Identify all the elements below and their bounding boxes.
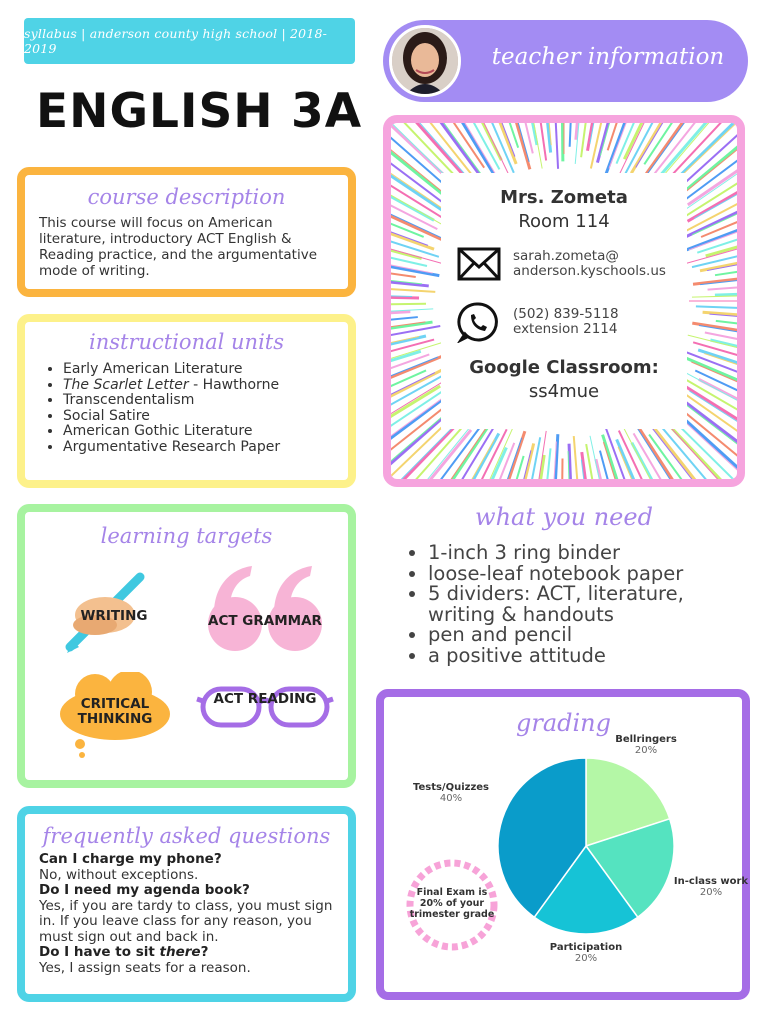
units-list xyxy=(25,362,348,455)
teacher-name: Mrs. Zometa xyxy=(500,187,628,208)
burst-ray xyxy=(562,123,563,161)
target-act-grammar xyxy=(200,562,330,652)
burst-ray xyxy=(693,269,737,284)
target-label: CRITICAL THINKING xyxy=(77,696,153,727)
avatar xyxy=(389,25,461,97)
burst-ray xyxy=(696,306,737,311)
pie-value-label: 20% xyxy=(699,887,723,898)
burst-ray xyxy=(391,294,412,297)
contact-details xyxy=(441,173,687,429)
list-item: • 5 dividers: ACT, literature, writing & handouts xyxy=(428,584,738,625)
list-item: • pen and pencil xyxy=(428,625,738,646)
burst-ray xyxy=(689,391,737,448)
burst-ray xyxy=(570,123,574,147)
faq-question: Can I charge my phone? xyxy=(39,851,222,867)
teacher-phone xyxy=(513,307,619,337)
unit-italic-title: The Scarlet Letter xyxy=(63,376,189,393)
course-description-text: This course will focus on American literature, introductory ACT English & Reading practice, and the argumentative mode of writing. xyxy=(39,215,318,279)
teacher-photo-icon xyxy=(392,28,458,94)
teacher-room: Room 114 xyxy=(518,211,610,232)
grading-heading: grading xyxy=(516,709,612,737)
target-writing xyxy=(55,567,185,657)
instructional-units-heading: instructional units xyxy=(89,330,284,354)
pie-slice-label xyxy=(671,876,751,898)
burst-ray xyxy=(569,444,574,479)
faq-answer: No, without exceptions. xyxy=(39,866,199,883)
phone-line: extension 2114 xyxy=(513,321,618,337)
pie-category-label: In-class work xyxy=(673,876,749,887)
burst-ray xyxy=(561,458,562,479)
burst-ray xyxy=(391,169,434,221)
pie-value-label: 40% xyxy=(439,793,463,804)
burst-ray xyxy=(692,186,737,234)
envelope-icon xyxy=(457,247,501,281)
burst-ray xyxy=(445,433,499,479)
unit-author: - Hawthorne xyxy=(188,376,280,393)
burst-ray xyxy=(443,439,495,479)
faq-question: Do I need my agenda book? xyxy=(39,882,250,898)
google-classroom-code: ss4mue xyxy=(528,381,600,402)
list-item: • Transcendentalism xyxy=(63,393,348,409)
learning-targets-heading: learning targets xyxy=(100,524,273,548)
glasses-icon xyxy=(195,677,335,737)
list-item: • Social Satire xyxy=(63,409,348,425)
burst-ray xyxy=(703,312,737,321)
list-item: • loose-leaf notebook paper xyxy=(428,564,738,585)
pie-slice-label xyxy=(606,734,686,756)
faq-question-emphasis: there xyxy=(159,944,201,960)
list-item: • Argumentative Research Paper xyxy=(63,440,348,456)
page-title: ENGLISH 3A xyxy=(36,84,363,139)
email-line: sarah.zometa@ xyxy=(513,248,619,264)
pie-slice-label xyxy=(546,942,626,964)
list-item: • 1-inch 3 ring binder xyxy=(428,543,738,564)
learning-targets-card xyxy=(17,504,356,788)
target-label: ACT READING xyxy=(213,691,317,707)
phone-line: (502) 839-5118 xyxy=(513,306,619,322)
course-description-card xyxy=(17,167,356,297)
pie-category-label: Bellringers xyxy=(615,734,677,745)
course-description-heading: course description xyxy=(87,185,286,209)
teacher-information-heading: teacher information xyxy=(491,44,725,70)
instructional-units-card xyxy=(17,314,356,488)
burst-ray xyxy=(391,373,435,423)
pie-category-label: Participation xyxy=(549,942,623,953)
faq-heading: frequently asked questions xyxy=(42,824,331,848)
burst-ray xyxy=(606,123,650,175)
list-item: • a positive attitude xyxy=(428,646,738,667)
pie-category-label: Tests/Quizzes xyxy=(412,782,490,793)
grading-card xyxy=(376,689,750,1000)
pie-value-label: 20% xyxy=(574,953,598,964)
google-classroom-label: Google Classroom: xyxy=(469,357,659,378)
quote-marks-icon xyxy=(200,562,330,657)
burst-ray xyxy=(552,123,558,169)
what-you-need-heading: what you need xyxy=(475,503,653,531)
pie-slice-label xyxy=(411,782,491,804)
target-act-reading xyxy=(195,677,325,767)
faq-question-suffix: ? xyxy=(200,944,209,960)
faq-question-prefix: Do I have to sit xyxy=(39,944,160,960)
list-item xyxy=(63,378,348,394)
final-exam-note: Final Exam is 20% of your trimester grade xyxy=(409,887,495,920)
email-line: anderson.kyschools.us xyxy=(513,263,666,279)
list-item: • American Gothic Literature xyxy=(63,424,348,440)
whatsapp-phone-icon xyxy=(457,301,499,343)
burst-ray xyxy=(689,207,737,250)
burst-ray xyxy=(391,357,438,402)
faq-question xyxy=(39,945,336,961)
contact-card xyxy=(383,115,745,487)
teacher-email xyxy=(513,249,666,279)
faq-answer: Yes, if you are tardy to class, you must sign in. If you leave class for any reason, you must sign out and back in. xyxy=(39,897,333,945)
pie-value-label: 20% xyxy=(634,745,658,756)
burst-ray xyxy=(644,123,700,164)
syllabus-banner: syllabus | anderson county high school | 2018-2019 xyxy=(24,18,355,64)
faq-card xyxy=(17,806,356,1002)
teacher-banner xyxy=(383,20,748,102)
target-label: ACT GRAMMAR xyxy=(208,613,322,629)
faq-answer: Yes, I assign seats for a reason. xyxy=(39,959,251,976)
faq-list xyxy=(25,848,348,976)
list-item: • Early American Literature xyxy=(63,362,348,378)
target-critical-thinking xyxy=(50,672,180,762)
burst-ray xyxy=(715,291,737,295)
supplies-list xyxy=(408,543,738,666)
target-label: WRITING xyxy=(80,608,148,624)
burst-ray xyxy=(391,304,426,306)
